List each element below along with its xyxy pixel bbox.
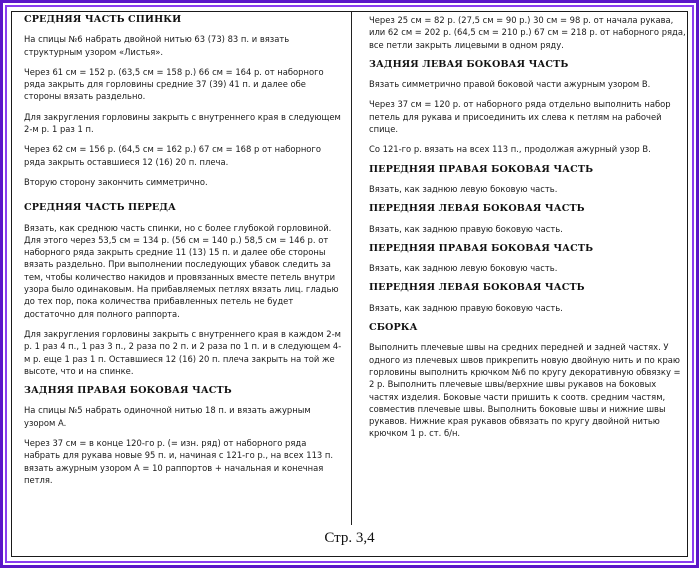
section-assembly xyxy=(369,322,687,440)
page-number: Стр. 3,4 xyxy=(324,530,375,546)
section-title: СРЕДНЯЯ ЧАСТЬ СПИНКИ xyxy=(24,14,182,25)
paragraph: Для закругления горловины закрыть с внутреннего края в следующем 2-м р. 1 раз 1 п. xyxy=(24,111,341,135)
paragraph: На спицы №5 набрать одиночной нитью 18 п. и вязать ажурным узором А. xyxy=(24,405,311,428)
section-back-left-side xyxy=(369,59,687,156)
paragraph: Через 37 см = 120 р. от наборного ряда отдельно выполнить набор петель для рукава и присоединить их слева к петлям на рабочей спице. xyxy=(369,99,671,135)
paragraph: Через 37 см = в конце 120-го р. (= изн. ряд) от наборного ряда набрать для рукава новые 95 п. и, начиная с 121-го р., на всех 113 п. вязать ажурным узором А = 10 раппортов + начальная и конечная петля. xyxy=(24,438,334,485)
left-column xyxy=(24,14,342,494)
section-title: СРЕДНЯЯ ЧАСТЬ ПЕРЕДА xyxy=(24,202,176,214)
section-front-left-side xyxy=(369,203,687,235)
column-divider xyxy=(351,12,352,525)
paragraph: Вязать, как заднюю левую боковую часть. xyxy=(369,183,558,194)
paragraph: Через 61 см = 152 р. (63,5 см = 158 р.) 66 см = 164 р. от наборного ряда закрыть для горловины средние 37 (39) 41 п. и далее обе стороны вязать раздельно. xyxy=(24,66,324,102)
section-title: ЗАДНЯЯ ЛЕВАЯ БОКОВАЯ ЧАСТЬ xyxy=(369,58,569,70)
right-column xyxy=(369,14,687,448)
paragraph: Вязать, как заднюю правую боковую часть. xyxy=(369,223,563,234)
section-title: ПЕРЕДНЯЯ ЛЕВАЯ БОКОВАЯ ЧАСТЬ xyxy=(369,203,585,215)
paragraph: Вязать, как заднюю правую боковую часть. xyxy=(369,302,563,313)
paragraph: Вязать симметрично правой боковой части ажурным узором В. xyxy=(369,79,651,90)
section-back-middle xyxy=(24,14,342,188)
paragraph: Вторую сторону закончить симметрично. xyxy=(24,176,208,187)
section-title: ПЕРЕДНЯЯ ПРАВАЯ БОКОВАЯ ЧАСТЬ xyxy=(369,163,594,175)
section-title: СБОРКА xyxy=(369,322,418,334)
paragraph: Вязать, как заднюю левую боковую часть. xyxy=(369,263,558,274)
section-front-middle xyxy=(24,202,342,377)
paragraph: На спицы №6 набрать двойной нитью 63 (73) 83 п. и вязать структурным узором «Листья». xyxy=(24,34,290,57)
paragraph: Выполнить плечевые швы на средних передней и задней частях. У одного из плечевых швов прикрепить новую двойную нить и по краю горловины выполнить крючком №6 по кругу декоративную обвязку = 2 р. Выполнить плечевые швы/верхние швы рукавов на боковых частях изделия. Боковые части пришить к соотв. средним частям, совместив плечевые швы. Выполнить боковые швы и нижние швы рукавов. Нижние края рукавов обвязать по кругу двойной нитью крючком 1 р. ст. б/н. xyxy=(369,342,681,439)
section-front-left-side-2 xyxy=(369,282,687,314)
section-front-right-side xyxy=(369,164,687,196)
paragraph: Для закругления горловины закрыть с внутреннего края в каждом 2-м р. 1 раз 4 п., 1 раз 3 п., 2 раза по 2 п. и 2 раза по 1 п. и в следующем 4-м р. еще 1 раз 1 п. Оставшиеся 12 (16) 20 п. плеча закрыть на той же высоте, что и на спинке. xyxy=(24,328,342,376)
paragraph: Через 62 см = 156 р. (64,5 см = 162 р.) 67 см = 168 р от наборного ряда закрыть оставшиеся 12 (16) 20 п. плеча. xyxy=(24,144,321,167)
section-title: ЗАДНЯЯ ПРАВАЯ БОКОВАЯ ЧАСТЬ xyxy=(24,385,232,397)
paragraph: Со 121-го р. вязать на всех 113 п., продолжая ажурный узор В. xyxy=(369,144,651,155)
section-front-right-side-2 xyxy=(369,243,687,275)
section-back-right-side xyxy=(24,385,342,486)
section-title: ПЕРЕДНЯЯ ПРАВАЯ БОКОВАЯ ЧАСТЬ xyxy=(369,242,594,254)
section-title: ПЕРЕДНЯЯ ЛЕВАЯ БОКОВАЯ ЧАСТЬ xyxy=(369,282,585,294)
paragraph: Через 25 см = 82 р. (27,5 см = 90 р.) 30 см = 98 р. от начала рукава, или 62 см = 202 р. (64,5 см = 210 р.) 67 см = 218 р. от наборного ряда, все петли закрыть лицевыми в одном ряду. xyxy=(369,15,686,50)
paragraph: Вязать, как среднюю часть спинки, но с более глубокой горловиной. Для этого через 53,5 см = 134 р. (56 см = 140 р.) 58,5 см = 146 р. от наборного ряда закрыть средние 11 (13) 15 п. и далее обе стороны вязать раздельно. При выполнении последующих убавок следить за тем, чтобы количество накидов и провязанных вместе петель внутри узора было одинаковым. На прибавляемых петлях вязать лиц. гладью до тех пор, пока количества прибавленных петель не будет достаточно для полного раппорта. xyxy=(24,222,339,319)
